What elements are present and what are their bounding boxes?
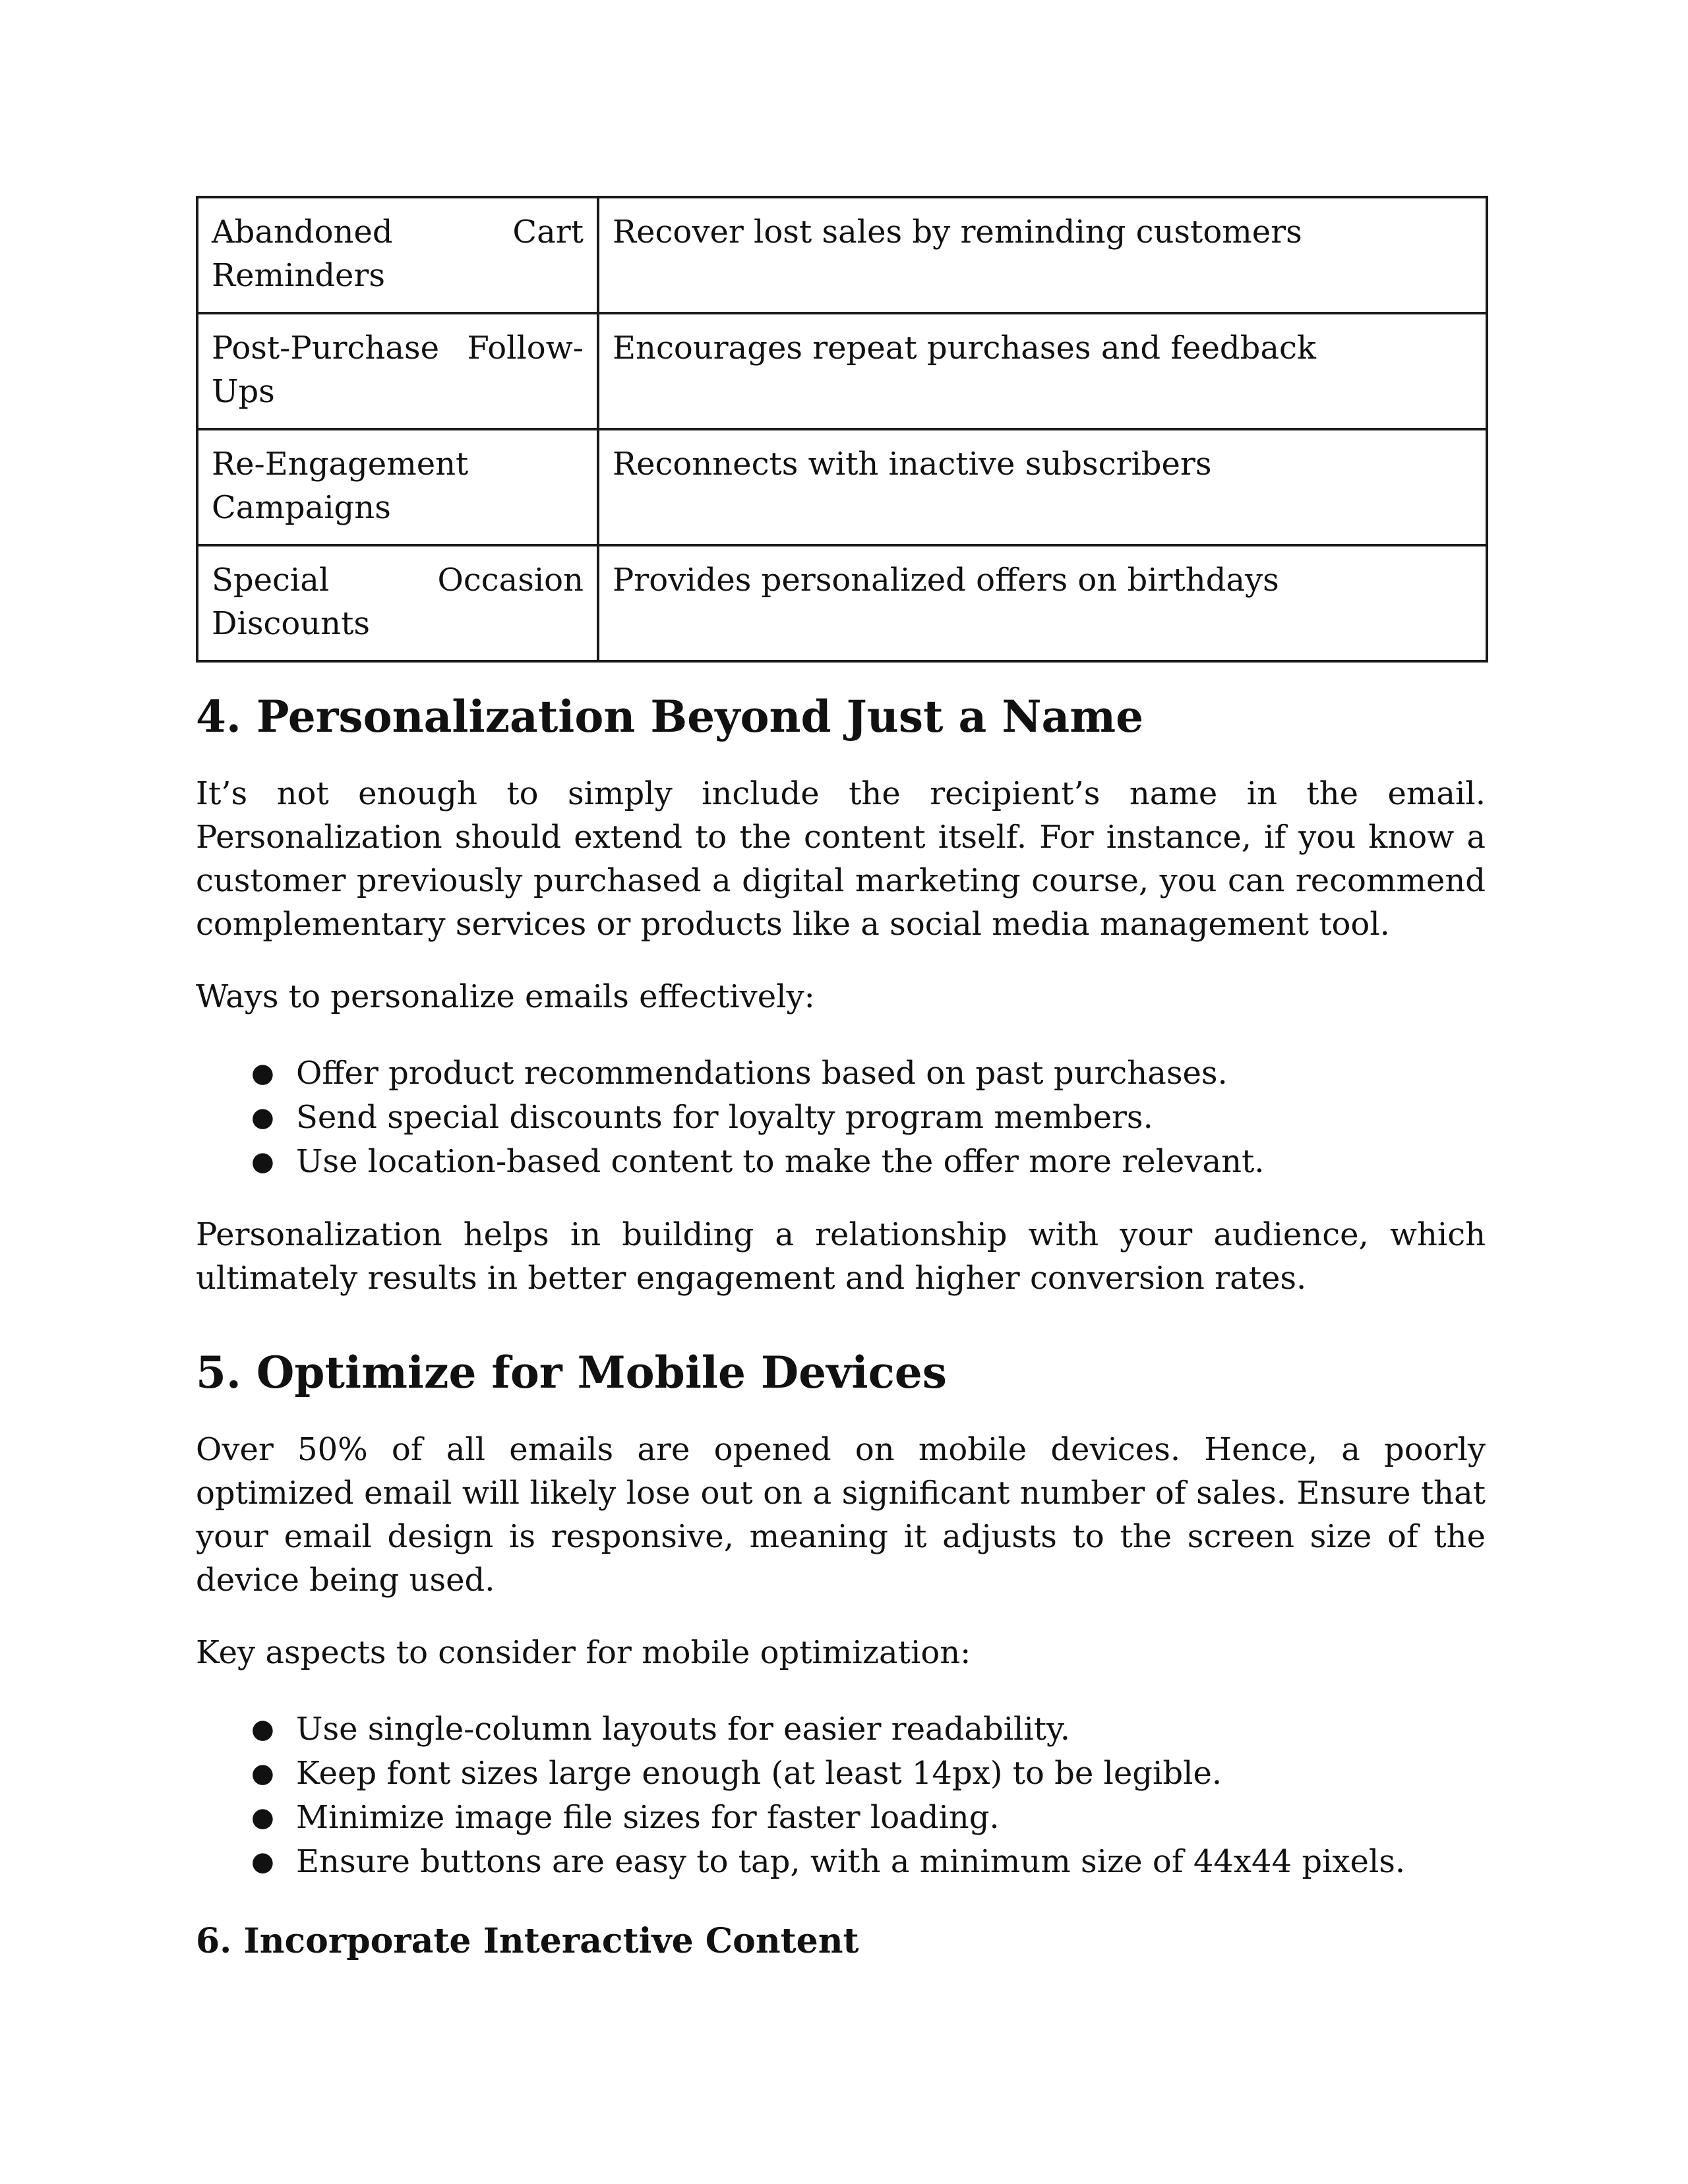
table-cell-description: Recover lost sales by reminding customers: [598, 197, 1487, 313]
section-4-list-intro: Ways to personalize emails effectively:: [196, 978, 815, 1015]
table-row: [197, 429, 1487, 545]
bullet-icon: ●: [251, 1714, 274, 1744]
section-4-bullet-list: [196, 1051, 1486, 1184]
section-4-heading: 4. Personalization Beyond Just a Name: [196, 691, 1144, 742]
table-cell-name: Special Occasion Discounts: [197, 545, 598, 661]
table-cell-name: Abandoned Cart Reminders: [197, 197, 598, 313]
bullet-icon: ●: [251, 1146, 274, 1177]
section-5-paragraph: Over 50% of all emails are opened on mobile devices. Hence, a poorly optimized email will likely lose out on a significant number of sales. Ensure that your email design is responsive, meaning it adjusts to the screen size of the device being used.: [196, 1431, 1486, 1599]
section-5-list-intro: Key aspects to consider for mobile optimization:: [196, 1634, 971, 1671]
section-4-conclusion: Personalization helps in building a relationship with your audience, which ultimately results in better engagement and higher conversion rates.: [196, 1216, 1486, 1297]
section-5-bullet-list: [196, 1707, 1486, 1884]
bullet-icon: ●: [251, 1802, 274, 1833]
list-item: [196, 1707, 1486, 1752]
table-cell-name: Post-Purchase Follow-Ups: [197, 313, 598, 429]
list-item-text: Use single-column layouts for easier readability.: [296, 1711, 1071, 1748]
bullet-icon: ●: [251, 1058, 274, 1088]
table-cell-name: Re-Engagement Campaigns: [197, 429, 598, 545]
list-item-text: Ensure buttons are easy to tap, with a minimum size of 44x44 pixels.: [296, 1843, 1406, 1880]
list-item: [196, 1051, 1486, 1096]
table-row: [197, 545, 1487, 661]
table-cell-description: Encourages repeat purchases and feedback: [598, 313, 1487, 429]
table-row: [197, 313, 1487, 429]
list-item: [196, 1096, 1486, 1140]
email-types-table: [196, 196, 1488, 663]
document-page: [196, 196, 1486, 1964]
list-item: [196, 1840, 1486, 1884]
bullet-icon: ●: [251, 1846, 274, 1877]
table-row: [197, 197, 1487, 313]
list-item: [196, 1140, 1486, 1184]
section-5-heading: 5. Optimize for Mobile Devices: [196, 1347, 947, 1398]
list-item: [196, 1752, 1486, 1796]
bullet-icon: ●: [251, 1102, 274, 1133]
list-item: [196, 1796, 1486, 1840]
section-6-heading: 6. Incorporate Interactive Content: [196, 1921, 859, 1961]
list-item-text: Keep font sizes large enough (at least 14px) to be legible.: [296, 1755, 1222, 1792]
section-4-paragraph: It’s not enough to simply include the recipient’s name in the email. Personalization should extend to the content itself. For instance, if you know a customer previously purchased a digital marketing course, you can recommend complementary services or products like a social media management tool.: [196, 775, 1486, 943]
bullet-icon: ●: [251, 1758, 274, 1788]
list-item-text: Use location-based content to make the offer more relevant.: [296, 1143, 1265, 1180]
list-item-text: Offer product recommendations based on past purchases.: [296, 1055, 1228, 1092]
list-item-text: Send special discounts for loyalty program members.: [296, 1099, 1153, 1136]
table-cell-description: Reconnects with inactive subscribers: [598, 429, 1487, 545]
table-cell-description: Provides personalized offers on birthdays: [598, 545, 1487, 661]
list-item-text: Minimize image file sizes for faster loading.: [296, 1799, 1000, 1836]
